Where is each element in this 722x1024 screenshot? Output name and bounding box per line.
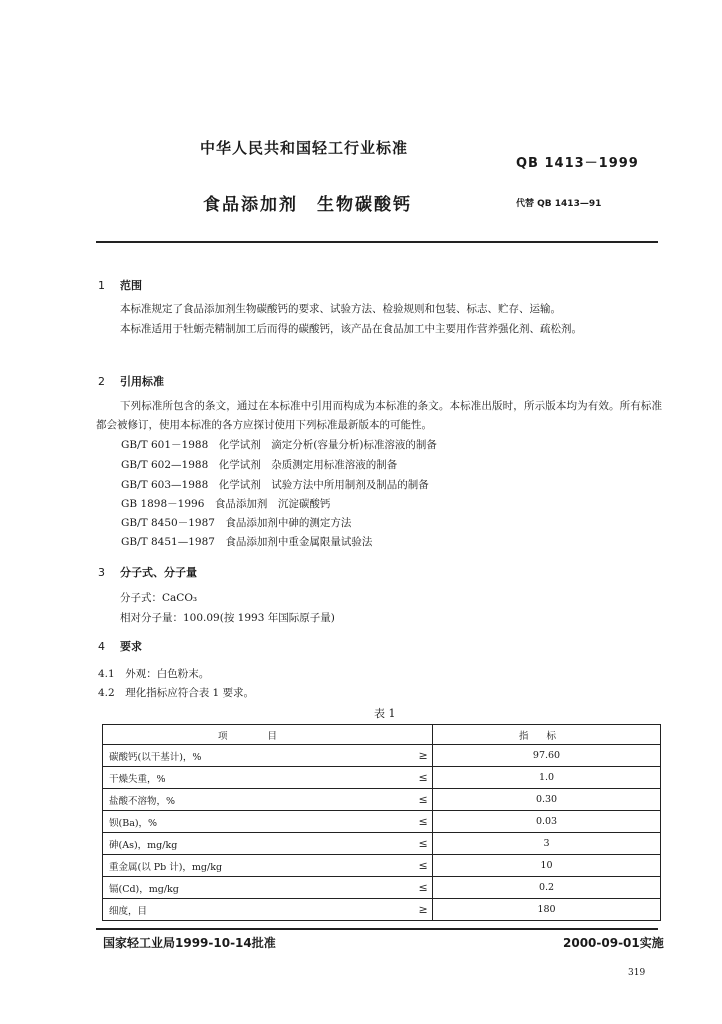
item-value: 1.0 bbox=[433, 767, 661, 789]
section-4-heading bbox=[98, 638, 142, 654]
table-header-row bbox=[103, 725, 661, 745]
comparison-operator: ≥ bbox=[413, 899, 433, 921]
clause-4-2: 4.2 理化指标应符合表 1 要求。 bbox=[98, 687, 255, 699]
item-name: 重金属(以 Pb 计)，mg/kg bbox=[103, 855, 413, 877]
footer-rule bbox=[96, 928, 658, 930]
table-row bbox=[103, 899, 661, 921]
section-number: 4 bbox=[98, 640, 105, 653]
page-number: 319 bbox=[628, 968, 646, 978]
section-number: 3 bbox=[98, 566, 105, 579]
column-header-value: 指标 bbox=[433, 725, 661, 745]
item-name: 干燥失重，% bbox=[103, 767, 413, 789]
section-number: 2 bbox=[98, 375, 105, 388]
comparison-operator: ≤ bbox=[413, 789, 433, 811]
table-row bbox=[103, 877, 661, 899]
table-row bbox=[103, 855, 661, 877]
effective-date: 2000-09-01实施 bbox=[563, 936, 664, 950]
paragraph: 本标准规定了食品添加剂生物碳酸钙的要求、试验方法、检验规则和包装、标志、贮存、运输。 bbox=[120, 303, 561, 315]
header-rule bbox=[96, 241, 658, 243]
column-header-item: 项目 bbox=[103, 725, 433, 745]
table-row bbox=[103, 745, 661, 767]
reference-item: GB/T 603—1988 化学试剂 试验方法中所用制剂及制品的制备 bbox=[121, 479, 429, 491]
section-3-heading bbox=[98, 564, 197, 580]
item-value: 180 bbox=[433, 899, 661, 921]
section-title: 范围 bbox=[120, 279, 142, 292]
item-name: 砷(As)，mg/kg bbox=[103, 833, 413, 855]
item-value: 0.2 bbox=[433, 877, 661, 899]
paragraph: 本标准适用于牡蛎壳精制加工后而得的碳酸钙，该产品在食品加工中主要用作营养强化剂、疏松剂。 bbox=[120, 323, 582, 335]
table-row bbox=[103, 789, 661, 811]
document-title: 食品添加剂 生物碳酸钙 bbox=[203, 195, 412, 215]
reference-item: GB 1898－1996 食品添加剂 沉淀碳酸钙 bbox=[121, 498, 331, 510]
comparison-operator: ≤ bbox=[413, 811, 433, 833]
table-row bbox=[103, 767, 661, 789]
molecular-formula: 分子式：CaCO₃ bbox=[120, 592, 198, 604]
reference-item: GB/T 602—1988 化学试剂 杂质测定用标准溶液的制备 bbox=[121, 459, 398, 471]
section-title: 要求 bbox=[120, 640, 142, 653]
section-number: 1 bbox=[98, 279, 105, 292]
approval-line: 国家轻工业局1999-10-14批准 bbox=[103, 936, 276, 950]
comparison-operator: ≤ bbox=[413, 855, 433, 877]
item-name: 碳酸钙(以干基计)，% bbox=[103, 745, 413, 767]
comparison-operator: ≥ bbox=[413, 745, 433, 767]
molecular-mass: 相对分子量：100.09(按 1993 年国际原子量) bbox=[120, 612, 335, 624]
item-name: 钡(Ba)，% bbox=[103, 811, 413, 833]
reference-item: GB/T 8451—1987 食品添加剂中重金属限量试验法 bbox=[121, 536, 373, 548]
item-value: 0.30 bbox=[433, 789, 661, 811]
reference-item: GB/T 8450－1987 食品添加剂中砷的测定方法 bbox=[121, 517, 352, 529]
item-value: 97.60 bbox=[433, 745, 661, 767]
reference-item: GB/T 601－1988 化学试剂 滴定分析(容量分析)标准溶液的制备 bbox=[121, 439, 437, 451]
comparison-operator: ≤ bbox=[413, 833, 433, 855]
item-value: 3 bbox=[433, 833, 661, 855]
table-row bbox=[103, 833, 661, 855]
issuing-organization: 中华人民共和国轻工行业标准 bbox=[200, 139, 409, 157]
section-title: 分子式、分子量 bbox=[120, 566, 197, 579]
section-title: 引用标准 bbox=[120, 375, 164, 388]
comparison-operator: ≤ bbox=[413, 767, 433, 789]
section-1-heading bbox=[98, 277, 142, 293]
standard-code: QB 1413－1999 bbox=[516, 156, 639, 171]
paragraph: 下列标准所包含的条文，通过在本标准中引用而构成为本标准的条文。本标准出版时，所示版本均为有效。所有标准都会被修订，使用本标准的各方应探讨使用下列标准最新版本的可能性。 bbox=[96, 400, 662, 431]
spec-table bbox=[102, 724, 661, 921]
section-2-heading bbox=[98, 373, 164, 389]
item-name: 盐酸不溶物，% bbox=[103, 789, 413, 811]
item-value: 0.03 bbox=[433, 811, 661, 833]
comparison-operator: ≤ bbox=[413, 877, 433, 899]
clause-4-1: 4.1 外观：白色粉末。 bbox=[98, 668, 210, 680]
table-row bbox=[103, 811, 661, 833]
item-value: 10 bbox=[433, 855, 661, 877]
table-caption: 表 1 bbox=[374, 707, 396, 720]
replaces-standard: 代替 QB 1413—91 bbox=[516, 199, 602, 209]
item-name: 镉(Cd)，mg/kg bbox=[103, 877, 413, 899]
item-name: 细度，目 bbox=[103, 899, 413, 921]
